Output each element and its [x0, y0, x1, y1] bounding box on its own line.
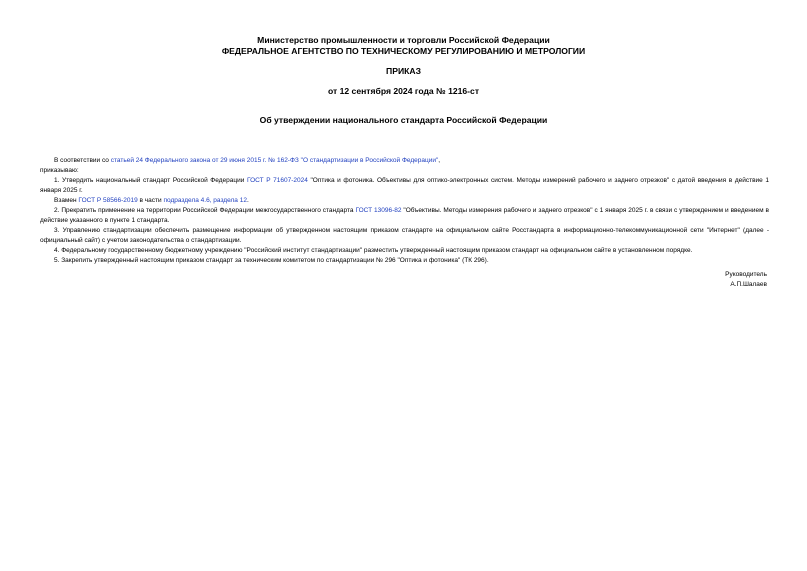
replace-suffix: . [246, 197, 249, 204]
document-body [40, 156, 769, 266]
document-header [0, 35, 807, 57]
law-link[interactable]: статьей 24 Федерального закона от 29 июня 2015 г. № 162-ФЗ "О стандартизации в Российской Федерации" [110, 157, 439, 164]
paragraph-4: 4. Федеральному государственному бюджетному учреждению "Российский институт стандартизации" разместить утвержденный настоящим приказом стандарт на официальном сайте в установленном порядке. [54, 247, 693, 254]
p2-suffix: "Объективы. Методы измерения рабочего и заднего отрезков" с 1 января 2025 г. в связи с утверждением и введением в действие указанного в пункте 1 стандарта. [40, 207, 769, 224]
paragraph-5: 5. Закрепить утвержденный настоящим приказом стандарт за техническим комитетом по стандартизации № 296 "Оптика и фотоника" (ТК 296). [54, 257, 489, 264]
signature-role: Руководитель [725, 271, 767, 278]
paragraph-1 [40, 176, 769, 196]
date-number-label: от 12 сентября 2024 года № 1216-ст [327, 86, 480, 96]
intro-paragraph [40, 156, 769, 166]
paragraph-2 [40, 206, 769, 226]
ministry-name: Министерство промышленности и торговли Российской Федерации [257, 35, 550, 45]
doc-title [0, 115, 807, 126]
doc-type-label: ПРИКАЗ [386, 66, 421, 76]
signature-name: А.П.Шалаев [730, 281, 767, 288]
p2-prefix: 2. Прекратить применение на территории Российской Федерации межгосударственного стандарта [54, 207, 356, 214]
gost-r-58566-link[interactable]: ГОСТ Р 58566-2019 [78, 197, 138, 204]
intro-suffix: , [438, 157, 441, 164]
doc-type [0, 66, 807, 77]
p1-prefix: 1. Утвердить национальный стандарт Российской Федерации [54, 177, 247, 184]
doc-title-label: Об утверждении национального стандарта Российской Федерации [259, 115, 548, 125]
order-word: приказываю: [40, 167, 79, 174]
intro-prefix: В соответствии со [54, 157, 111, 164]
replace-prefix: Взамен [54, 197, 79, 204]
subsection-link[interactable]: подраздела 4.6, раздела 12 [163, 197, 247, 204]
agency-name: ФЕДЕРАЛЬНОЕ АГЕНТСТВО ПО ТЕХНИЧЕСКОМУ РЕГУЛИРОВАНИЮ И МЕТРОЛОГИИ [221, 46, 586, 56]
signature-block [725, 270, 767, 290]
paragraph-3: 3. Управлению стандартизации обеспечить размещение информации об утвержденном настоящим приказом стандарте на официальном сайте Росстандарта в информационно-телекоммуникационной сети "Интернет" (далее - официальный сайт) с учетом законодательства о стандартизации. [40, 227, 769, 244]
doc-date-number [0, 86, 807, 97]
replace-middle: в части [137, 197, 164, 204]
p1-suffix: "Оптика и фотоника. Объективы для оптико-электронных систем. Методы измерений рабочего и заднего отрезков" с датой введения в действие 1 января 2025 г. [40, 177, 770, 194]
paragraph-replace [40, 196, 769, 206]
gost-13096-link[interactable]: ГОСТ 13096-82 [355, 207, 402, 214]
gost-r-71607-link[interactable]: ГОСТ Р 71607-2024 [246, 177, 308, 184]
